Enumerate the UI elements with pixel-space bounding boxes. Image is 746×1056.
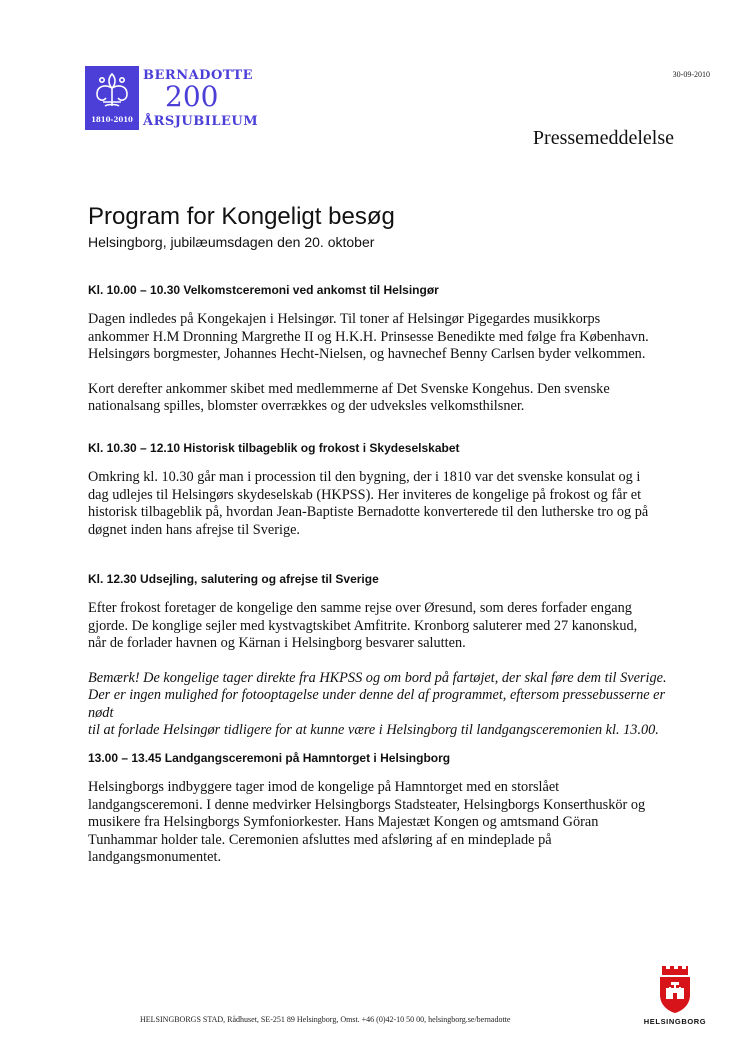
text-line: Dagen indledes på Kongekajen i Helsingør. Til toner af Helsingør Pigegardes musikkorps [88, 311, 601, 327]
section-heading: 13.00 – 13.45 Landgangsceremoni på Hamntorget i Helsingborg [88, 751, 451, 765]
text-line: Bemærk! De kongelige tager direkte fra HKPSS og om bord på fartøjet, der skal føre dem til Sverige. [88, 669, 667, 686]
helsingborg-logo [640, 963, 710, 1033]
text-line: nationalsang spilles, blomster overrækkes og der udveksles velkomsthilsner. [88, 398, 525, 414]
bernadotte-logo [85, 66, 259, 132]
program-section-1 [88, 283, 688, 416]
text-line: døgnet inden hans afrejse til Sverige. [88, 521, 301, 538]
logo-line-arsjubileum: ÅRSJUBILEUM [143, 114, 259, 129]
section-paragraph [88, 381, 688, 416]
document-date: 30-09-2010 [672, 70, 710, 79]
castle-crest-icon [640, 963, 710, 1015]
document-type: Pressemeddelelse [532, 127, 674, 149]
section-paragraph [88, 469, 688, 539]
logo-number: 200 [165, 80, 219, 113]
city-name: HELSINGBORG [643, 1017, 707, 1026]
logo-years: 1810-2010 [91, 115, 133, 124]
text-line: landgangsmonumentet. [88, 849, 222, 865]
text-line: når de forlader havnen og Kärnan i Helsingborg besvarer salutten. [88, 635, 466, 651]
text-line: historisk tilbageblik på, hvordan Jean-Baptiste Bernadotte konverterede til den lutherske tro og på [88, 504, 649, 520]
text-line: Helsingørs borgmester, Johannes Hecht-Nielsen, og havnechef Benny Carlsen byder velkommen. [88, 346, 646, 362]
text-line: landgangsceremoni. I denne medvirker Helsingborgs Stadsteater, Helsingborgs Konserthuskör og [88, 796, 646, 813]
page-subtitle: Helsingborg, jubilæumsdagen den 20. oktober [88, 234, 375, 250]
text-line: Helsingborgs indbyggere tager imod de kongelige på Hamntorget med en storslået [88, 779, 560, 795]
text-line: Der er ingen mulighed for fotooptagelse under denne del af programmet, eftersom pressebusserne er nødt [88, 687, 666, 721]
section-paragraph [88, 311, 688, 364]
logo-line-bernadotte: BERNADOTTE [143, 68, 254, 83]
text-line: Efter frokost foretager de kongelige den samme rejse over Øresund, som deres forfader engang [88, 600, 632, 616]
text-line: ankommer H.M Dronning Margrethe II og H.K.H. Prinsesse Benedikte med følge fra København. [88, 328, 649, 345]
text-line: Omkring kl. 10.30 går man i procession til den bygning, der i 1810 var det svenske konsulat og i [88, 469, 641, 485]
crown-lily-emblem-icon [91, 70, 133, 114]
text-line: dag udlejes til Helsingørs skydeselskab (HKPSS). Her inviteres de kongelige på frokost og får et [88, 486, 642, 503]
section-heading: Kl. 10.30 – 12.10 Historisk tilbageblik og frokost i Skydeselskabet [88, 441, 460, 455]
program-section-2 [88, 441, 688, 539]
program-section-4 [88, 751, 688, 867]
text-line: Kort derefter ankommer skibet med medlemmerne af Det Svenske Kongehus. Den svenske [88, 380, 610, 397]
section-paragraph [88, 600, 688, 653]
footer-address: HELSINGBORGS STAD, Rådhuset, SE-251 89 Helsingborg, Omst. +46 (0)42-10 50 00, helsingborg.se/bernadotte [140, 1015, 511, 1024]
text-line: til at forlade Helsingør tidligere for at kunne være i Helsingborg til landgangsceremonien kl. 13.00. [88, 722, 659, 738]
text-line: Tunhammar holder tale. Ceremonien afsluttes med afsløring af en mindeplade på [88, 831, 552, 848]
logo-emblem-box [85, 66, 139, 130]
text-line: musikere fra Helsingborgs Symfoniorkester. Hans Majestæt Kongen og amtsmand Göran [88, 814, 599, 830]
page-title: Program for Kongeligt besøg [88, 203, 395, 230]
program-section-3 [88, 572, 688, 740]
text-line: gjorde. De konglige sejler med kystvagtskibet Amfitrite. Kronborg saluterer med 27 kanonskud, [88, 617, 638, 634]
section-note [88, 670, 688, 740]
section-heading: Kl. 10.00 – 10.30 Velkomstceremoni ved ankomst til Helsingør [88, 283, 439, 297]
section-paragraph [88, 779, 688, 867]
section-heading: Kl. 12.30 Udsejling, salutering og afrejse til Sverige [88, 572, 379, 586]
